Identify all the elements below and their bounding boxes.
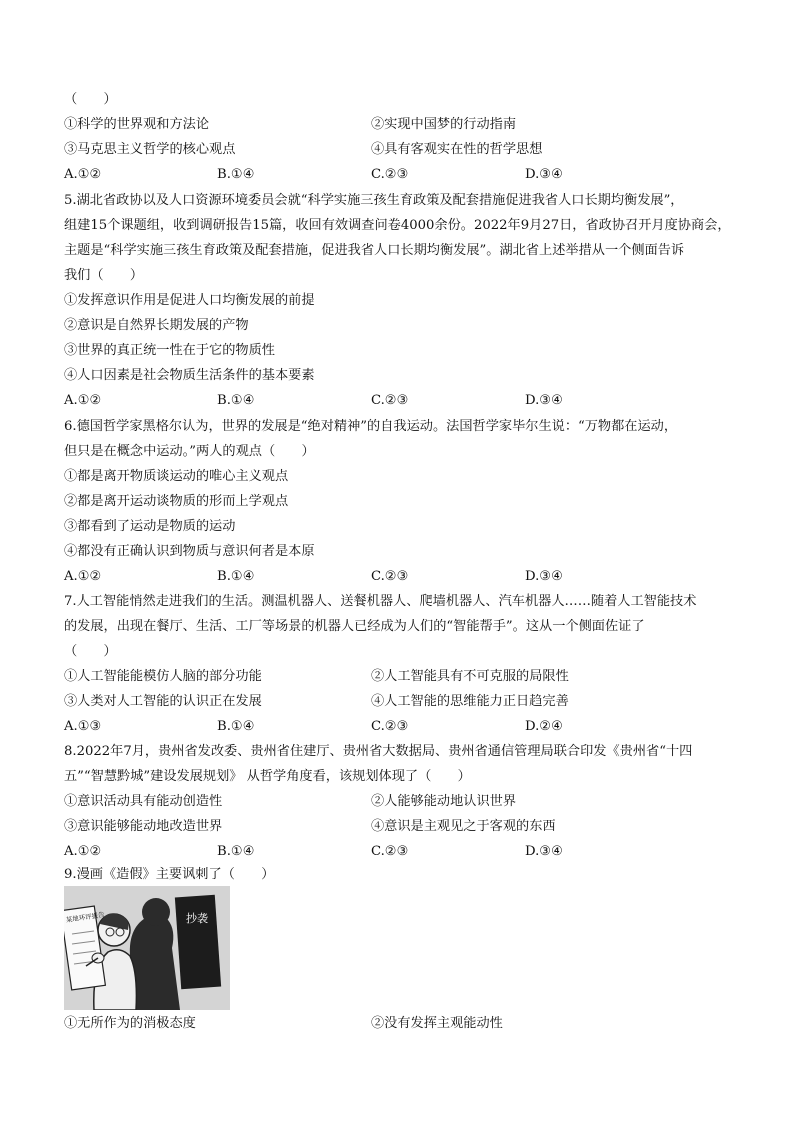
q9-statement-1: ①无所作为的消极态度 (64, 1016, 196, 1031)
q4-statement-4: ④具有客观实在性的哲学思想 (371, 142, 543, 157)
q4-option-d: D.③④ (525, 167, 563, 182)
q7-statement-3: ③人类对人工智能的认识正在发展 (64, 694, 262, 709)
q6-option-a: A.①② (64, 569, 102, 584)
q8-statement-1: ①意识活动具有能动创造性 (64, 794, 223, 809)
q6-option-d: D.③④ (525, 569, 563, 584)
q7-option-c: C.②③ (371, 719, 409, 734)
q5-stem-line-3: 主题是“科学实施三孩生育政策及配套措施，促进我省人口长期均衡发展”。湖北省上述举措从一个侧面告诉 (64, 243, 685, 258)
q8-stem-line-2: 五”“智慧黔城”建设发展规划》 从哲学角度看，该规划体现了（ ） (64, 769, 471, 784)
q8-statement-3: ③意识能够能动地改造世界 (64, 819, 223, 834)
q6-statement-3: ③都看到了运动是物质的运动 (64, 519, 236, 534)
q6-statement-2: ②都是离开运动谈物质的形而上学观点 (64, 494, 289, 509)
q5-statement-2: ②意识是自然界长期发展的产物 (64, 318, 249, 333)
q7-stem-line-3: （ ） (64, 644, 117, 659)
q5-statement-3: ③世界的真正统一性在于它的物质性 (64, 343, 275, 358)
q5-stem-line-2: 组建15个课题组，收到调研报告15篇，收回有效调查问卷4000余份。2022年9月27日，省政协召开月度协商会， (64, 218, 731, 233)
q5-option-c: C.②③ (371, 393, 409, 408)
q7-statement-4: ④人工智能的思维能力正日趋完善 (371, 694, 569, 709)
q8-option-d: D.③④ (525, 844, 563, 859)
q8-option-c: C.②③ (371, 844, 409, 859)
q4-option-c: C.②③ (371, 167, 409, 182)
q6-statement-1: ①都是离开物质谈运动的唯心主义观点 (64, 469, 289, 484)
q8-option-a: A.①② (64, 844, 102, 859)
cartoon-report-title: 某地环评报告 (65, 910, 106, 925)
q6-option-b: B.①④ (217, 569, 255, 584)
q8-option-b: B.①④ (217, 844, 255, 859)
q7-stem-line-1: 7.人工智能悄然走进我们的生活。测温机器人、送餐机器人、爬墙机器人、汽车机器人……随着人工智能技术 (64, 594, 697, 609)
q5-option-b: B.①④ (217, 393, 255, 408)
q4-statement-2: ②实现中国梦的行动指南 (371, 117, 517, 132)
q9-statement-2: ②没有发挥主观能动性 (371, 1016, 503, 1031)
q4-statement-3: ③马克思主义哲学的核心观点 (64, 142, 236, 157)
q4-option-a: A.①② (64, 167, 102, 182)
q7-statement-1: ①人工智能能模仿人脑的部分功能 (64, 669, 262, 684)
q4-statement-1: ①科学的世界观和方法论 (64, 117, 210, 132)
q7-option-d: D.②④ (525, 719, 563, 734)
q5-stem-line-1: 5.湖北省政协以及人口资源环境委员会就“科学实施三孩生育政策及配套措施促进我省人口长期均衡发展”， (64, 193, 684, 208)
q6-option-c: C.②③ (371, 569, 409, 584)
cartoon-illustration (64, 886, 230, 1010)
q7-statement-2: ②人工智能具有不可克服的局限性 (371, 669, 569, 684)
q7-option-b: B.①④ (217, 719, 255, 734)
q8-statement-2: ②人能够能动地认识世界 (371, 794, 517, 809)
q6-stem-line-2: 但只是在概念中运动。”两人的观点（ ） (64, 444, 315, 459)
q5-option-d: D.③④ (525, 393, 563, 408)
q7-option-a: A.①③ (64, 719, 102, 734)
q8-stem-line-1: 8.2022年7月，贵州省发改委、贵州省住建厅、贵州省大数据局、贵州省通信管理局联合印发《贵州省“十四 (64, 744, 693, 759)
question-paren: （ ） (64, 92, 117, 107)
q5-statement-4: ④人口因素是社会物质生活条件的基本要素 (64, 368, 315, 383)
q6-stem-line-1: 6.德国哲学家黑格尔认为，世界的发展是“绝对精神”的自我运动。法国哲学家毕尔生说：“万物都在运动， (64, 419, 678, 434)
q6-statement-4: ④都没有正确认识到物质与意识何者是本原 (64, 544, 315, 559)
cartoon-sign-text: 抄袭 (186, 912, 208, 925)
cartoon-image (64, 886, 230, 1010)
q7-stem-line-2: 的发展，出现在餐厅、生活、工厂等场景的机器人已经成为人们的“智能帮手”。这从一个侧面佐证了 (64, 619, 645, 634)
q5-option-a: A.①② (64, 393, 102, 408)
q5-statement-1: ①发挥意识作用是促进人口均衡发展的前提 (64, 293, 315, 308)
q9-stem-line-1: 9.漫画《造假》主要讽刺了（ ） (64, 867, 275, 882)
q5-stem-line-4: 我们（ ） (64, 268, 144, 283)
q4-option-b: B.①④ (217, 167, 255, 182)
q8-statement-4: ④意识是主观见之于客观的东西 (371, 819, 556, 834)
